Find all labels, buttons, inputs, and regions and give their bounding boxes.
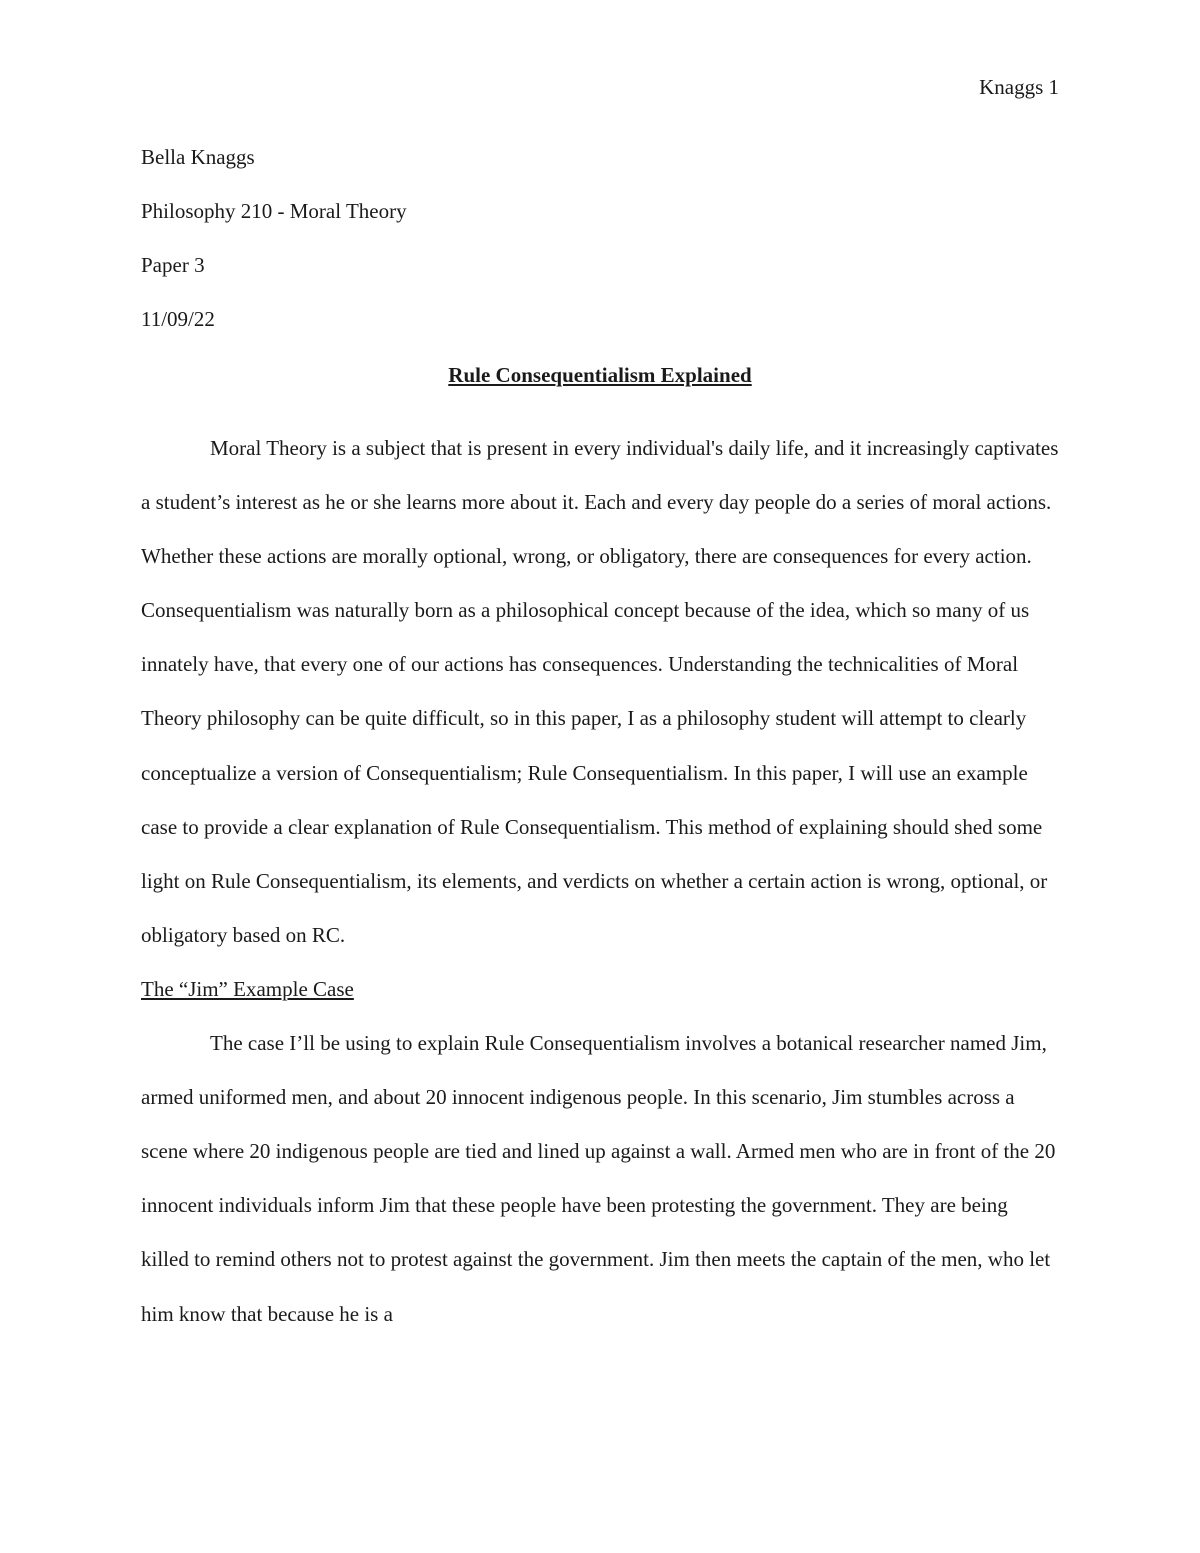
assignment-name: Paper 3 <box>141 253 205 277</box>
jim-case-paragraph: The case I’ll be using to explain Rule Consequentialism involves a botanical researcher named Jim, armed uniformed men, and about 20 innocent indigenous people. In this scenario, Jim stumbles across a scene where 20 indigenous people are tied and lined up against a wall. Armed men who are in front of the 20 innocent individuals inform Jim that these people have been protesting the government. They are being killed to remind others not to protest against the government. Jim then meets the captain of the men, who let him know that because he is a <box>141 1031 1056 1326</box>
paper-body <box>141 421 1059 1341</box>
paper-title: Rule Consequentialism Explained <box>448 363 752 387</box>
course-name: Philosophy 210 - Moral Theory <box>141 199 407 223</box>
author-name: Bella Knaggs <box>141 145 255 169</box>
paper-date: 11/09/22 <box>141 307 215 331</box>
intro-paragraph: Moral Theory is a subject that is present in every individual's daily life, and it increasingly captivates a student’s interest as he or she learns more about it. Each and every day people do a series of moral actions. Whether these actions are morally optional, wrong, or obligatory, there are consequences for every action. Consequentialism was naturally born as a philosophical concept because of the idea, which so many of us innately have, that every one of our actions has consequences. Understanding the technicalities of Moral Theory philosophy can be quite difficult, so in this paper, I as a philosophy student will attempt to clearly conceptualize a version of Consequentialism; Rule Consequentialism. In this paper, I will use an example case to provide a clear explanation of Rule Consequentialism. This method of explaining should shed some light on Rule Consequentialism, its elements, and verdicts on whether a certain action is wrong, optional, or obligatory based on RC. <box>141 436 1059 947</box>
mla-heading <box>141 142 1059 358</box>
page-header-number: Knaggs 1 <box>979 75 1059 99</box>
section-heading-jim-case: The “Jim” Example Case <box>141 976 354 1001</box>
